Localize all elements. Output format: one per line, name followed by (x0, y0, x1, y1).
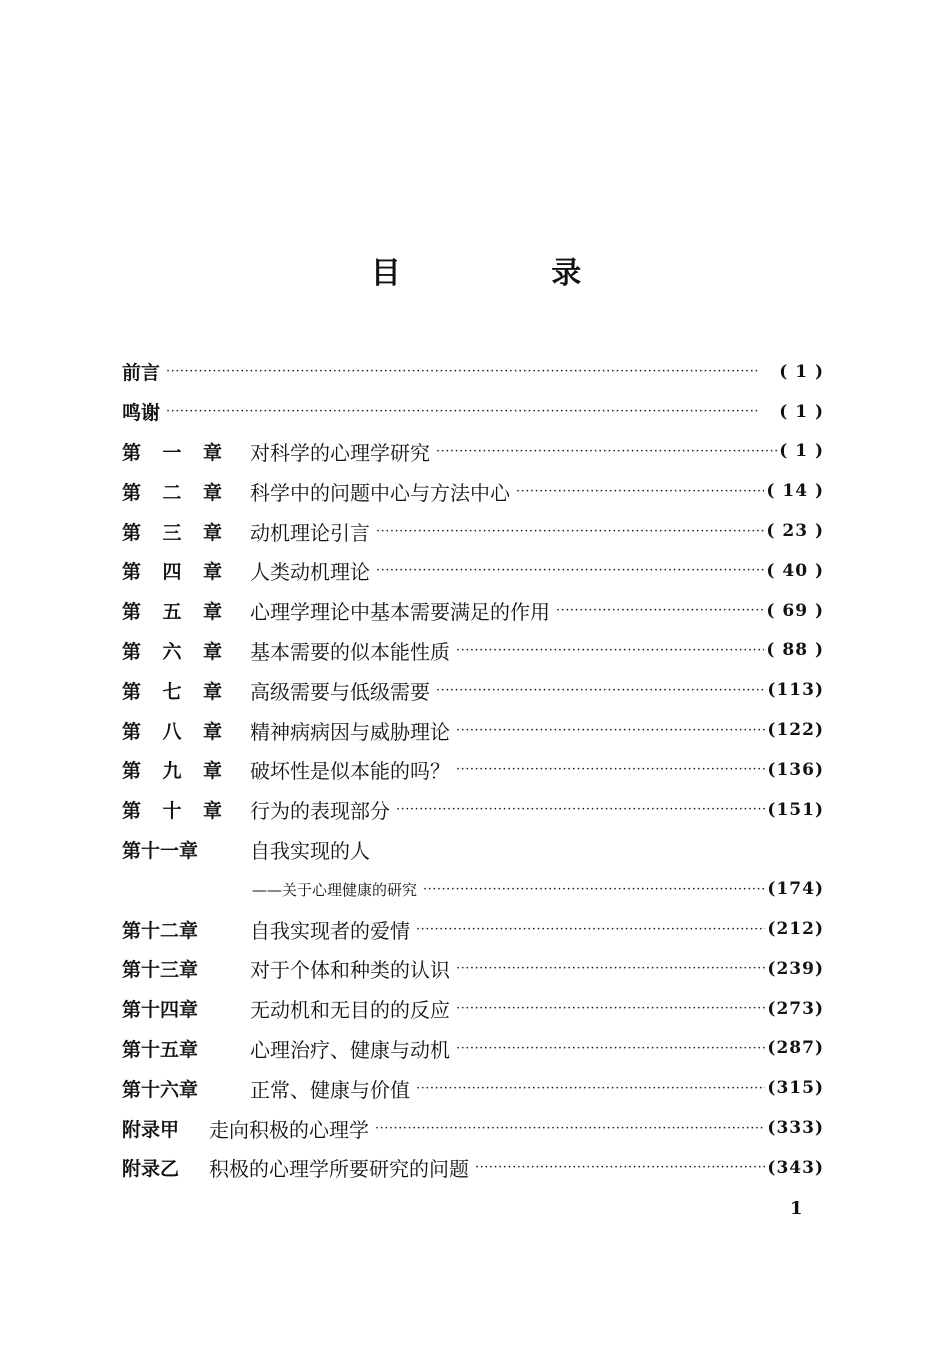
entry-title: 无动机和无目的的反应 (250, 998, 450, 1023)
entry-label: 第 九 章 (122, 760, 222, 783)
entry-title: 正常、健康与价值 (250, 1077, 410, 1102)
entry-page: ( 1 ) (779, 441, 824, 462)
entry-label: 附录甲 (122, 1118, 180, 1141)
entry-label: 第 五 章 (122, 601, 222, 624)
entry-page: (212) (767, 919, 824, 940)
entry-title: 人类动机理论 (250, 560, 370, 585)
dot-leader (436, 444, 777, 459)
dot-leader (416, 922, 765, 937)
entry-label: 第 八 章 (122, 720, 222, 743)
toc-entry-chapter-10[interactable] (122, 790, 824, 830)
entry-label: 第 三 章 (122, 521, 222, 544)
entry-page: (136) (767, 759, 824, 780)
dot-leader (475, 1160, 765, 1175)
entry-page: ( 14 ) (766, 481, 824, 502)
dot-leader (456, 762, 765, 777)
dot-leader (456, 643, 764, 658)
dot-leader (376, 563, 764, 578)
toc-entry-appendix-b[interactable] (122, 1148, 824, 1188)
entry-page: (287) (767, 1038, 824, 1059)
toc-entry-chapter-3[interactable] (122, 511, 824, 551)
dot-leader (376, 524, 764, 539)
entry-title: 心理学理论中基本需要满足的作用 (250, 600, 550, 625)
toc-entry-preface[interactable] (122, 352, 824, 392)
entry-label: 第 六 章 (122, 640, 222, 663)
entry-label: 鸣谢 (122, 402, 161, 425)
entry-label: 第十五章 (122, 1038, 199, 1061)
entry-label: 第十三章 (122, 959, 199, 982)
entry-page: (273) (767, 998, 824, 1019)
entry-page: ( 69 ) (766, 600, 824, 621)
entry-label: 附录乙 (122, 1158, 180, 1181)
toc-entry-chapter-16[interactable] (122, 1068, 824, 1108)
entry-page: ( 40 ) (766, 560, 824, 581)
dot-leader (396, 802, 765, 817)
toc-entry-chapter-1[interactable] (122, 432, 824, 472)
entry-page: (151) (767, 799, 824, 820)
entry-title: 行为的表现部分 (250, 799, 390, 824)
entry-label: 第 一 章 (122, 441, 222, 464)
dot-leader (456, 723, 765, 738)
entry-title: 心理治疗、健康与动机 (250, 1037, 450, 1062)
dot-leader (166, 364, 777, 379)
toc-entry-chapter-12[interactable] (122, 909, 824, 949)
entry-label: 第十六章 (122, 1078, 199, 1101)
entry-title: 对于个体和种类的认识 (250, 958, 450, 983)
entry-page: ( 1 ) (779, 401, 824, 422)
dot-leader (416, 1081, 765, 1096)
toc-entry-chapter-11[interactable] (122, 830, 824, 870)
toc-entry-chapter-7[interactable] (122, 670, 824, 710)
toc-entry-chapter-9[interactable] (122, 750, 824, 790)
toc-entry-appendix-a[interactable] (122, 1108, 824, 1148)
entry-page: (122) (767, 720, 824, 741)
toc-entry-chapter-2[interactable] (122, 471, 824, 511)
entry-label: 第 二 章 (122, 481, 222, 504)
entry-label: 第 十 章 (122, 800, 222, 823)
dot-leader (423, 882, 765, 897)
page-number: 1 (790, 1198, 803, 1219)
entry-label: 前言 (122, 362, 161, 385)
toc-entry-chapter-11-subtitle[interactable] (122, 869, 824, 909)
entry-title: 走向积极的心理学 (209, 1117, 370, 1142)
entry-title: 高级需要与低级需要 (250, 679, 430, 704)
toc-entry-chapter-8[interactable] (122, 710, 824, 750)
page-title: 目 录 (370, 256, 652, 291)
toc-entry-chapter-13[interactable] (122, 949, 824, 989)
dot-leader (456, 1001, 765, 1016)
toc-entry-chapter-15[interactable] (122, 1029, 824, 1069)
entry-page: (174) (767, 879, 824, 900)
toc-entry-acknowledgements[interactable] (122, 392, 824, 432)
entry-page: (333) (767, 1118, 824, 1139)
entry-title: 自我实现者的爱情 (250, 918, 410, 943)
dot-leader (375, 1121, 765, 1136)
toc-entry-chapter-6[interactable] (122, 631, 824, 671)
entry-title: 动机理论引言 (250, 520, 370, 545)
entry-title: 对科学的心理学研究 (250, 440, 430, 465)
entry-page: ( 1 ) (779, 361, 824, 382)
dot-leader (516, 484, 764, 499)
toc-entry-chapter-5[interactable] (122, 591, 824, 631)
toc-entry-chapter-4[interactable] (122, 551, 824, 591)
entry-label: 第十一章 (122, 839, 199, 862)
entry-page: (315) (767, 1078, 824, 1099)
entry-title: 基本需要的似本能性质 (250, 639, 450, 664)
entry-page: (239) (767, 958, 824, 979)
dot-leader (436, 683, 765, 698)
entry-page: ( 23 ) (766, 521, 824, 542)
entry-label: 第 四 章 (122, 561, 222, 584)
dot-leader (456, 1041, 765, 1056)
dot-leader (556, 603, 764, 618)
dot-leader (456, 961, 765, 976)
entry-label: 第十四章 (122, 999, 199, 1022)
entry-title: 科学中的问题中心与方法中心 (250, 480, 510, 505)
table-of-contents (122, 352, 824, 1188)
entry-label: 第 七 章 (122, 680, 222, 703)
dot-leader (166, 404, 777, 419)
entry-title: 积极的心理学所要研究的问题 (209, 1157, 470, 1182)
entry-subtitle: ——关于心理健康的研究 (252, 880, 418, 899)
toc-entry-chapter-14[interactable] (122, 989, 824, 1029)
entry-page: (113) (767, 680, 824, 701)
entry-page: ( 88 ) (766, 640, 824, 661)
entry-title: 破坏性是似本能的吗？ (250, 759, 450, 784)
entry-page: (343) (767, 1157, 824, 1178)
entry-label: 第十二章 (122, 919, 199, 942)
entry-title: 精神病病因与威胁理论 (250, 719, 450, 744)
entry-title: 自我实现的人 (250, 838, 370, 863)
